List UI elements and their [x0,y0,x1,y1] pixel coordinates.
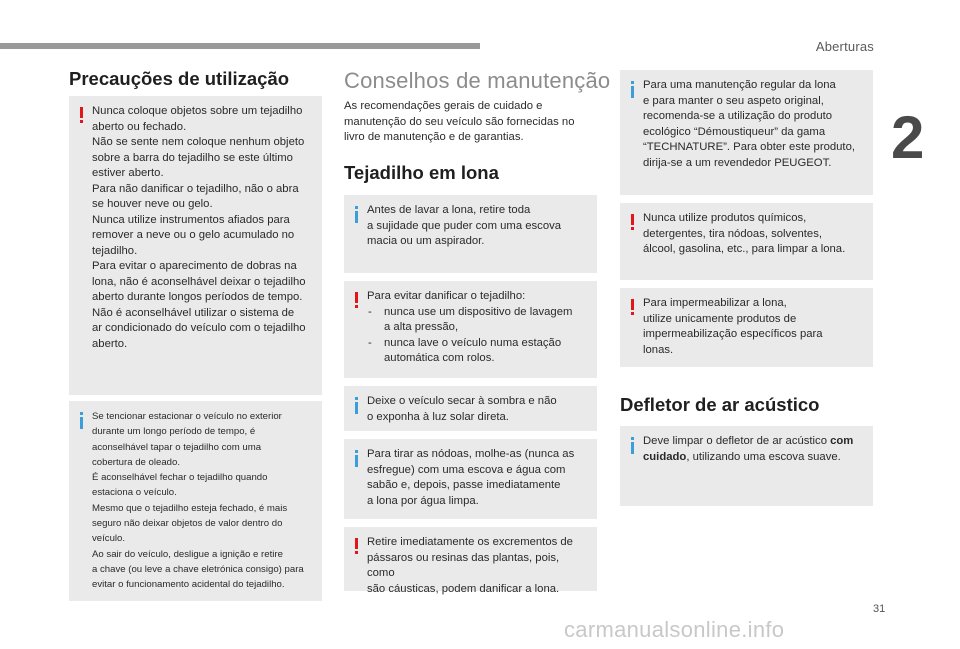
info-icon [353,397,361,414]
canvas-roof-info-box-3: Para tirar as nódoas, molhe-as (nunca as esfregue) com uma escova e água com sabão e, depois, passe imediatamente a lona por água limpa. [344,439,597,519]
canvas-roof-warning-box-2: Retire imediatamente os excrementos de pássaros ou resinas das plantas, pois, como são cáusticas, podem danificar a lona. [344,527,597,591]
info-icon [629,81,637,98]
info-icon [353,206,361,223]
warning-icon [629,299,637,316]
chapter-number: 2 [891,104,925,171]
precautions-info-box [69,401,322,601]
precautions-title: Precauções de utilização [69,68,290,89]
info-icon [629,437,637,454]
deflector-title: Defletor de ar acústico [620,394,820,415]
warning-icon [353,538,361,555]
warning-icon [78,107,86,124]
canvas-roof-info-box-2: Deixe o veículo secar à sombra e não o exponha à luz solar direta. [344,386,597,431]
info-icon [353,450,361,467]
waterproofing-warning-box: Para impermeabilizar a lona, utilize unicamente produtos de impermeabilização específicos para lonas. [620,288,873,367]
precautions-warning-box [69,96,322,395]
watermark: carmanualsonline.info [564,617,785,642]
info-icon [78,412,86,429]
warning-icon [353,292,361,309]
page-number: 31 [873,603,886,615]
canvas-roof-warning-box-1: Para evitar danificar o tejadilho: - nunca use um dispositivo de lavagem a alta pressão, - nunca lave o veículo numa estação automática com rolos. [344,281,597,378]
header-rule [0,43,480,49]
precautions-warning-text: Nunca coloque objetos sobre um tejadilho aberto ou fechado. Não se sente nem coloque nenhum objeto sobre a barra do tejadilho se este último estiver aberto. Para não danificar o tejadilho, não o abra se houver neve ou gelo. Nunca utilize instrumentos afiados para remover a neve ou o gelo acumulado no tejadilho. Para evitar o aparecimento de dobras na lona, não é aconselhável deixar o tejadilho aberto durante longos períodos de tempo. Não é aconselhável utilizar o sistema de ar condicionado do veículo com o tejadilho aberto. [92,105,306,350]
canvas-roof-title: Tejadilho em lona [344,162,499,183]
chemicals-warning-box: Nunca utilize produtos químicos, detergentes, tira nódoas, solventes, álcool, gasolina, etc., para limpar a lona. [620,203,873,280]
precautions-info-text: Se tencionar estacionar o veículo no exterior durante um longo período de tempo, é aconselhável tapar o tejadilho com uma cobertura de oleado. É aconselhável fechar o tejadilho quando estaciona o veículo. Mesmo que o tejadilho esteja fechado, é mais seguro não deixar objetos de valor dentro do veículo. Ao sair do veículo, desligue a ignição e retire a chave (ou leve a chave eletrónica consigo) para evitar o funcionamento acidental do tejadilho. [92,411,304,591]
maintenance-intro: As recomendações gerais de cuidado e manutenção do seu veículo são fornecidas no livro de manutenção e de garantias. [344,100,575,143]
canvas-roof-warning-list [367,305,589,367]
maintenance-product-info-box: Para uma manutenção regular da lona e para manter o seu aspeto original, recomenda-se a utilização do produto ecológico “Démoustiqueur” da gama “TECHNATURE”. Para obter este produto, dirija-se a um revendedor PEUGEOT. [620,70,873,195]
list-item: - nunca lave o veículo numa estação automática com rolos. [367,336,589,367]
warning-icon [629,214,637,231]
list-item: - nunca use um dispositivo de lavagem a alta pressão, [367,305,589,336]
canvas-roof-info-box-1: Antes de lavar a lona, retire toda a sujidade que puder com uma escova macia ou um aspirador. [344,195,597,273]
maintenance-title: Conselhos de manutenção [344,68,611,93]
section-name: Aberturas [815,39,874,54]
deflector-info-box: Deve limpar o defletor de ar acústico com cuidado, utilizando uma escova suave. [620,426,873,506]
